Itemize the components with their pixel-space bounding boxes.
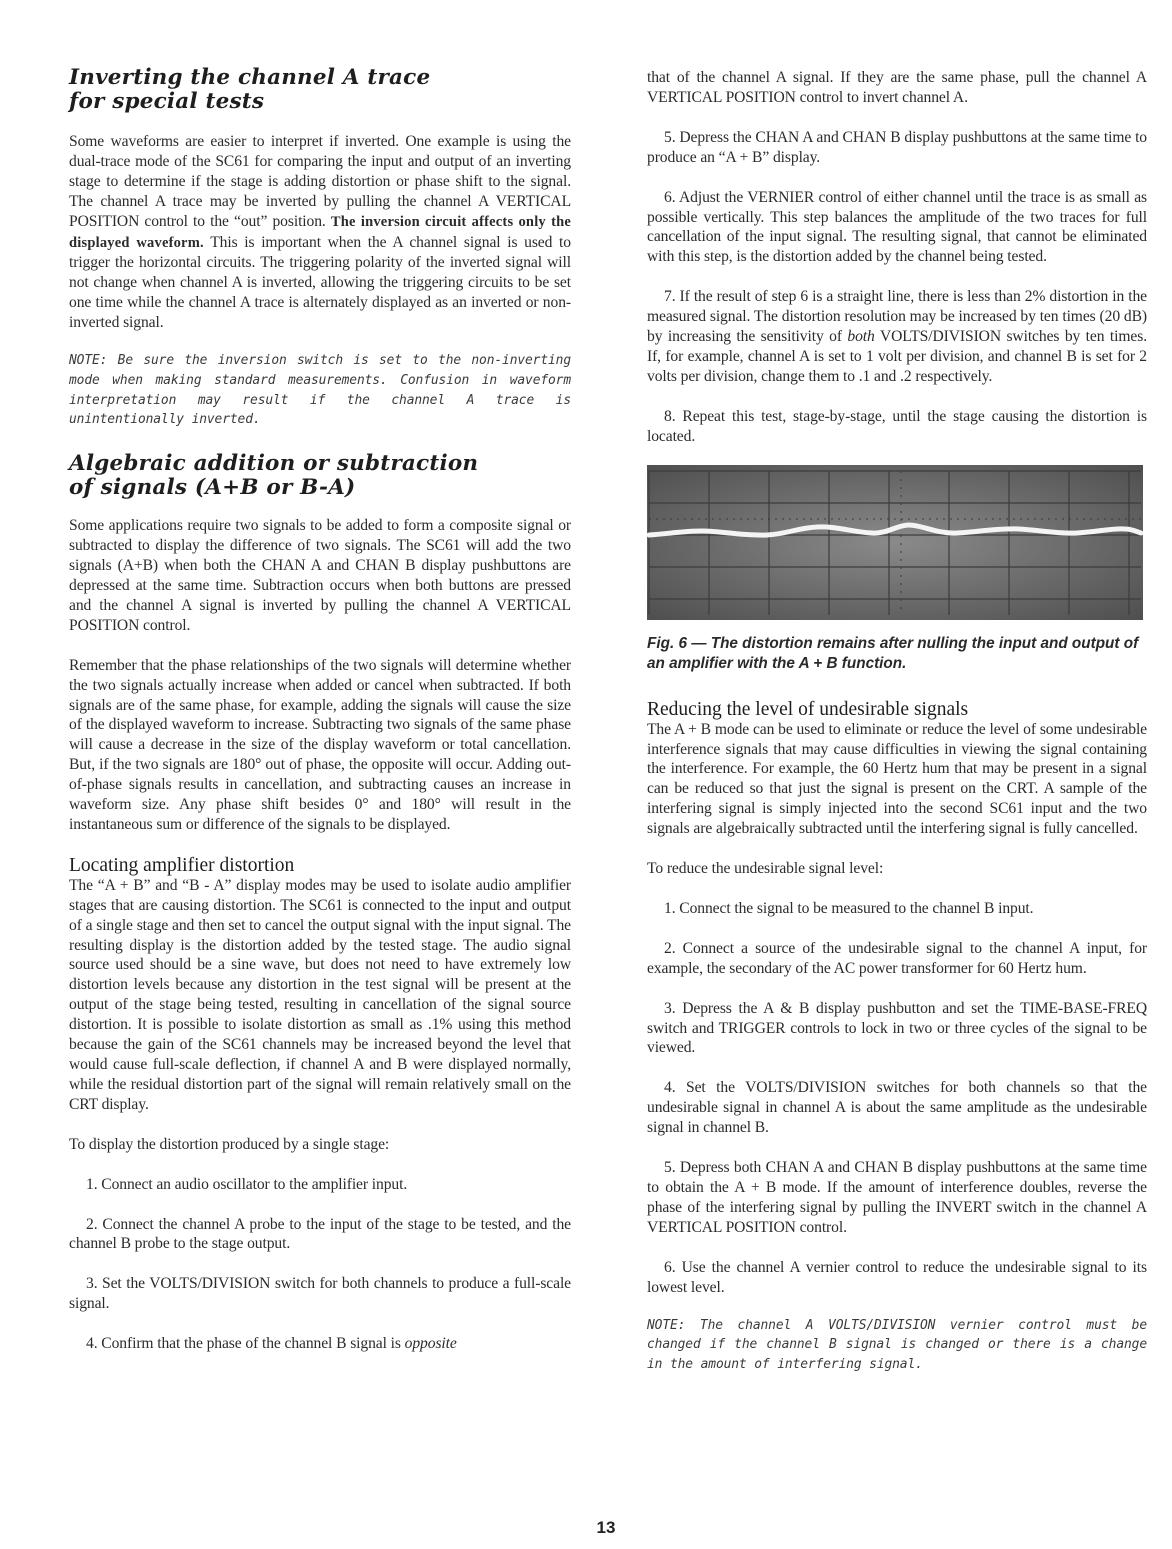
- paragraph-text: Some waveforms are easier to interpret if inverted. One example is using the dual-trace mode of the SC61 for comparing the input and output of an inverting stage to determine if the stage is adding distortion or phase shift to the signal. The channel A trace may be inverted by pulling the channel A VERTICAL POSITION control to the “out” position.: [69, 133, 571, 230]
- left-column: [69, 66, 571, 1354]
- heading-line: Algebraic addition or subtraction: [69, 451, 479, 477]
- paragraph-inverting: [69, 132, 571, 333]
- crt-screen-image: [647, 465, 1143, 620]
- paragraph-distortion: The “A + B” and “B - A” display modes may be used to isolate audio amplifier stages that are causing distortion. The SC61 is connected to the input and output of a single stage and then set to cancel the output signal with the input signal. The resulting display is the distortion added by the tested stage. The audio signal source used should be a sine wave, but does not need to have extremely low distortion levels because any distortion in the test signal will be present at the output of the stage being tested, resulting in cancellation of the signal source distortion. It is possible to isolate distortion as small as .1% using this method because the gain of the SC61 channels may be increased beyond the level that would cause full-scale deflection, if channel A and B were displayed normally, while the residual distortion part of the signal will remain relatively small on the CRT display.: [69, 876, 571, 1113]
- paragraph-text: This is important when the A channel signal is used to trigger the horizontal circuits. The triggering polarity of the inverted signal will not change when channel A is inverted, allowing the triggering circuits to be set one time while the channel A trace is alternately displayed as an inverted or non-inverted signal.: [69, 233, 571, 332]
- step-5: 5. Depress the CHAN A and CHAN B display pushbuttons at the same time to produce an “A + B” display.: [647, 128, 1147, 166]
- step-3: 3. Set the VOLTS/DIVISION switch for both channels to produce a full-scale signal.: [69, 1275, 571, 1313]
- step-6: 6. Adjust the VERNIER control of either channel until the trace is as small as possible vertically. This step balances the amplitude of the two traces for full cancellation of the input signal. The resulting signal, that cannot be eliminated with this step, is the distortion added by the channel being tested.: [647, 188, 1147, 266]
- step-2: 2. Connect the channel A probe to the input of the stage to be tested, and the channel B probe to the stage output.: [69, 1215, 571, 1253]
- oscilloscope-photo: [647, 465, 1143, 620]
- section-heading-inverting: [69, 66, 571, 114]
- heading-line: for special tests: [69, 89, 265, 114]
- step-8: 8. Repeat this test, stage-by-stage, until the stage causing the distortion is located.: [647, 407, 1147, 445]
- paragraph-reduce-intro: To reduce the undesirable signal level:: [647, 860, 884, 878]
- heading-line: Inverting the channel A trace: [69, 65, 431, 90]
- section-heading-algebraic: [69, 452, 571, 500]
- reduce-step-1: 1. Connect the signal to be measured to the channel B input.: [664, 899, 1034, 917]
- paragraph-phase: Remember that the phase relationships of the two signals will determine whether the two signals actually increase when added or cancel when subtracted. If both signals are of the same phase, for example, adding the signals will cause the size of the displayed waveform to increase. Subtracting two signals of the same phase will cause a decrease in the size of the display waveform or total cancellation. But, if the two signals are 180° out of phase, the opposite will occur. Adding out-of-phase signals results in cancellation, and subtracting causes an increase in waveform size. Any phase shift besides 0° and 180° will result in the instantaneous sum or difference of the signals to be displayed.: [69, 656, 571, 833]
- reduce-step-2: 2. Connect a source of the undesirable signal to the channel A input, for example, the secondary of the AC power transformer for 60 Hertz hum.: [647, 939, 1147, 977]
- step-text: 7. If the result of step 6 is a straight line, there is less than 2% distortion in the measured signal. The distortion resolution may be increased by ten times (20 dB) by increasing the sensitivity of: [647, 288, 1147, 346]
- section-heading-distortion: Locating amplifier distortion: [69, 854, 295, 876]
- step-7: [647, 287, 1147, 387]
- note-vernier: NOTE: The channel A VOLTS/DIVISION vernier control must be changed if the channel B signal is changed or there is a change in the amount of interfering signal.: [647, 1317, 1147, 1373]
- figure-caption: Fig. 6 — The distortion remains after nulling the input and output of an amplifier with the A + B function.: [647, 634, 1139, 672]
- paragraph-reducing: The A + B mode can be used to eliminate or reduce the level of some undesirable interference signals that may cause difficulties in viewing the signal containing the interference. For example, the 60 Hertz hum that may be present in a signal can be reduced so that just the signal is present on the CRT. A sample of the interfering signal is simply injected into the second SC61 input and the two signals are algebraically subtracted until the interfering signal is fully cancelled.: [647, 720, 1147, 838]
- heading-line: of signals (A+B or B-A): [69, 475, 356, 501]
- step-text: VOLTS/DIVISION switches by ten times. If, for example, channel A is set to 1 volt per division, and channel B is set for 2 volts per division, change them to .1 and .2 respectively.: [647, 328, 1147, 385]
- page-number: 13: [596, 1518, 616, 1537]
- note-inversion: NOTE: Be sure the inversion switch is set to the non-inverting mode when making standard measurements. Confusion in waveform interpretation may result if the channel A trace is unintentionally inverted.: [69, 353, 571, 428]
- step-4-continued: that of the channel A signal. If they are the same phase, pull the channel A VERTICAL POSITION control to invert channel A.: [647, 69, 1147, 106]
- right-column: [647, 68, 1147, 1375]
- step-4: [69, 1334, 571, 1354]
- reduce-step-3: 3. Depress the A & B display pushbutton and set the TIME-BASE-FREQ switch and TRIGGER controls to lock in two or three cycles of the signal to be viewed.: [647, 999, 1147, 1057]
- paragraph-display-intro: To display the distortion produced by a single stage:: [69, 1135, 390, 1153]
- emphasis-text: both: [847, 328, 875, 346]
- emphasis-text: opposite: [404, 1335, 457, 1353]
- paragraph-algebraic: Some applications require two signals to be added to form a composite signal or subtracted to display the difference of two signals. The SC61 will add the two signals (A+B) when both the CHAN A and CHAN B display pushbuttons are depressed at the same time. Subtraction occurs when both buttons are pressed and the channel A signal is inverted by pulling the channel A VERTICAL POSITION control.: [69, 517, 571, 634]
- reduce-step-4: 4. Set the VOLTS/DIVISION switches for both channels so that the undesirable signal in channel A is about the same amplitude as the undesirable signal in channel B.: [647, 1079, 1147, 1137]
- step-text: 4. Confirm that the phase of the channel B signal is: [86, 1335, 401, 1353]
- step-1: 1. Connect an audio oscillator to the amplifier input.: [86, 1175, 408, 1193]
- reduce-step-5: 5. Depress both CHAN A and CHAN B display pushbuttons at the same time to obtain the A + B mode. If the amount of interference doubles, reverse the phase of the interfering signal by pulling the INVERT switch in the channel A VERTICAL POSITION control.: [647, 1159, 1147, 1236]
- reduce-step-6: 6. Use the channel A vernier control to reduce the undesirable signal to its lowest level.: [647, 1258, 1147, 1296]
- section-heading-reducing: Reducing the level of undesirable signals: [647, 698, 969, 720]
- emphasis-text: The inversion circuit affects only the displayed waveform.: [69, 213, 571, 251]
